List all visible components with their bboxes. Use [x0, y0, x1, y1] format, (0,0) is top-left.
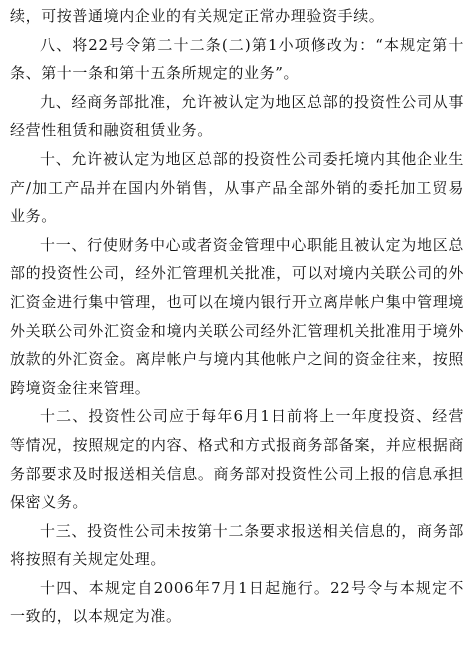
- paragraph-article-9: 九、经商务部批准，允许被认定为地区总部的投资性公司从事经营性租赁和融资租赁业务。: [10, 92, 464, 140]
- paragraph-article-8: 八、将22号令第二十二条(二)第1小项修改为：“本规定第十条、第十一条和第十五条所规定的业务”。: [10, 35, 464, 83]
- paragraph-article-12: 十二、投资性公司应于每年6月1日前将上一年度投资、经营等情况，按照规定的内容、格式和方式报商务部备案，并应根据商务部要求及时报送相关信息。商务部对投资性公司上报的信息承担保密义务。: [10, 407, 464, 512]
- paragraph-article-14: 十四、本规定自2006年7月1日起施行。22号令与本规定不一致的，以本规定为准。: [10, 578, 464, 626]
- paragraph-continuation: 续，可按普通境内企业的有关规定正常办理验资手续。: [10, 7, 385, 25]
- paragraph-article-11: 十一、行使财务中心或者资金管理中心职能且被认定为地区总部的投资性公司，经外汇管理机关批准，可以对境内关联公司的外汇资金进行集中管理，也可以在境内银行开立离岸帐户集中管理境外关联公司外汇资金和境内关联公司经外汇管理机关批准用于境外放款的外汇资金。离岸帐户与境内其他帐户之间的资金往来，按照跨境资金往来管理。: [10, 235, 464, 397]
- paragraph-article-13: 十三、投资性公司未按第十二条要求报送相关信息的，商务部将按照有关规定处理。: [10, 521, 464, 569]
- paragraph-article-10: 十、允许被认定为地区总部的投资性公司委托境内其他企业生产/加工产品并在国内外销售，从事产品全部外销的委托加工贸易业务。: [10, 149, 464, 226]
